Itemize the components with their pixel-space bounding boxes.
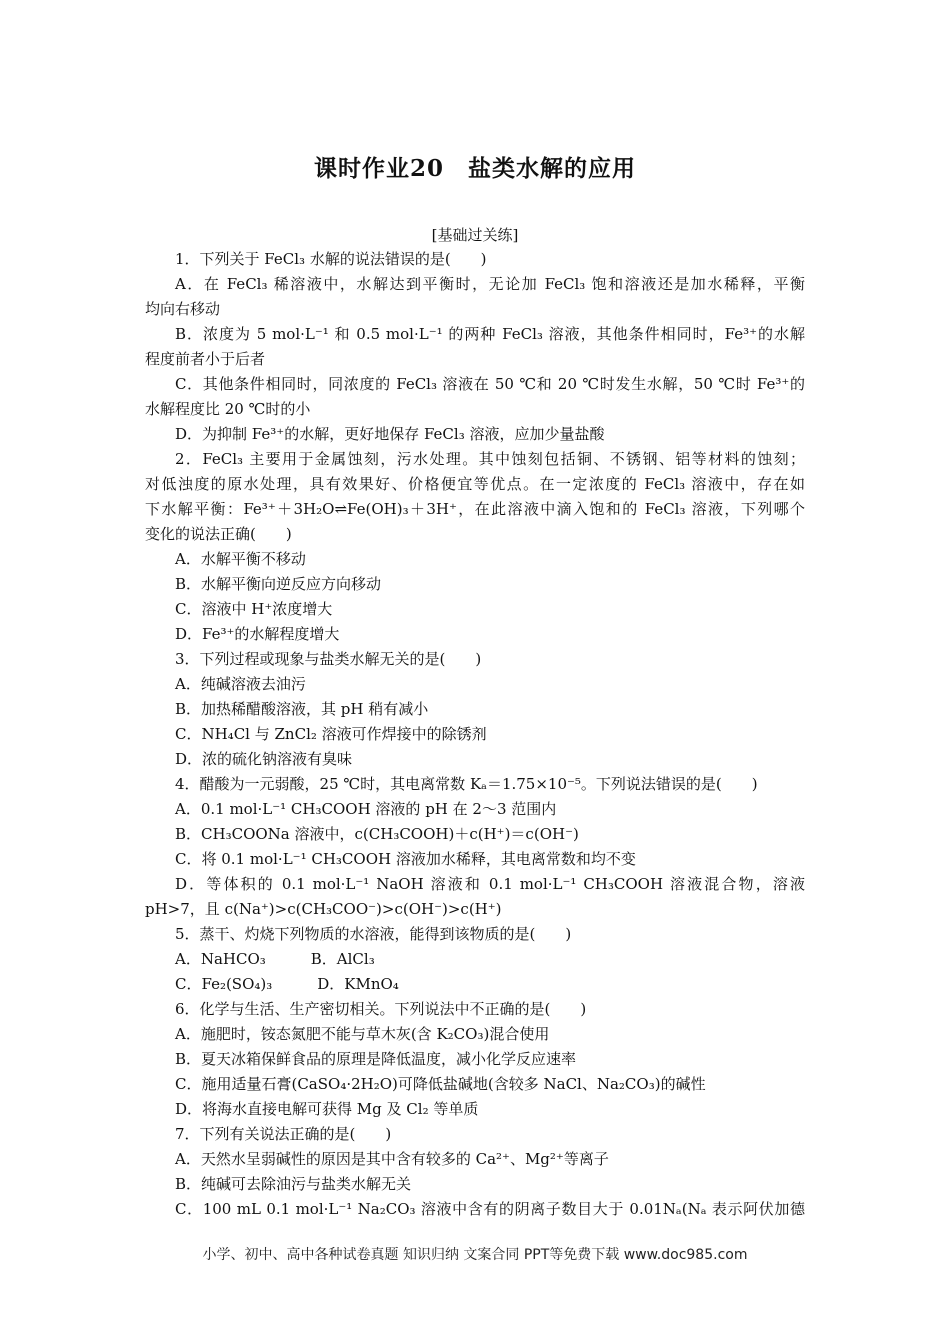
option-1b-cont: 程度前者小于后者 bbox=[145, 350, 266, 368]
option-4b: B．CH₃COONa 溶液中，c(CH₃COOH)＋c(H⁺)＝c(OH⁻) bbox=[175, 825, 579, 843]
options-5cd: C．Fe₂(SO₄)₃ D．KMnO₄ bbox=[175, 975, 399, 993]
option-3b: B．加热稀醋酸溶液，其 pH 稍有减小 bbox=[175, 700, 429, 718]
option-2b: B．水解平衡向逆反应方向移动 bbox=[175, 575, 382, 593]
option-2d: D．Fe³⁺的水解程度增大 bbox=[175, 625, 340, 643]
option-6a: A．施肥时，铵态氮肥不能与草木灰(含 K₂CO₃)混合使用 bbox=[175, 1025, 550, 1043]
option-2a: A．水解平衡不移动 bbox=[175, 550, 306, 568]
option-1c: C．其他条件相同时，同浓度的 FeCl₃ 溶液在 50 ℃和 20 ℃时发生水解，50 ℃时 Fe³⁺的 bbox=[175, 375, 805, 393]
option-1a: A．在 FeCl₃ 稀溶液中，水解达到平衡时，无论加 FeCl₃ 饱和溶液还是加水稀释，平衡 bbox=[175, 275, 805, 293]
option-1a-cont: 均向右移动 bbox=[145, 300, 221, 318]
option-4c: C．将 0.1 mol·L⁻¹ CH₃COOH 溶液加水稀释，其电离常数和均不变 bbox=[175, 850, 636, 868]
question-2-cont: 变化的说法正确( ) bbox=[145, 525, 292, 543]
question-3: 3．下列过程或现象与盐类水解无关的是( ) bbox=[175, 650, 482, 668]
option-1d: D．为抑制 Fe³⁺的水解，更好地保存 FeCl₃ 溶液，应加少量盐酸 bbox=[175, 425, 605, 443]
question-4: 4．醋酸为一元弱酸，25 ℃时，其电离常数 Kₐ＝1.75×10⁻⁵。下列说法错误的是( ) bbox=[175, 775, 758, 793]
option-3c: C．NH₄Cl 与 ZnCl₂ 溶液可作焊接中的除锈剂 bbox=[175, 725, 487, 743]
option-7b: B．纯碱可去除油污与盐类水解无关 bbox=[175, 1175, 412, 1193]
question-2: 2．FeCl₃ 主要用于金属蚀刻，污水处理。其中蚀刻包括铜、不锈钢、铝等材料的蚀刻； bbox=[175, 450, 805, 468]
question-7: 7．下列有关说法正确的是( ) bbox=[175, 1125, 392, 1143]
option-3d: D．浓的硫化钠溶液有臭味 bbox=[175, 750, 353, 768]
option-6c: C．施用适量石膏(CaSO₄·2H₂O)可降低盐碱地(含较多 NaCl、Na₂CO₃)的碱性 bbox=[175, 1075, 706, 1093]
page-footer: 小学、初中、高中各种试卷真题 知识归纳 文案合同 PPT等免费下载 www.doc985.com bbox=[202, 1247, 748, 1263]
option-2c: C．溶液中 H⁺浓度增大 bbox=[175, 600, 333, 618]
option-4a: A．0.1 mol·L⁻¹ CH₃COOH 溶液的 pH 在 2～3 范围内 bbox=[175, 800, 557, 818]
question-2-cont: 下水解平衡：Fe³⁺＋3H₂O⇌Fe(OH)₃＋3H⁺，在此溶液中滴入饱和的 FeCl₃ 溶液，下列哪个 bbox=[145, 500, 805, 518]
page-title: 课时作业20 盐类水解的应用 bbox=[313, 155, 636, 182]
option-4d: D．等体积的 0.1 mol·L⁻¹ NaOH 溶液和 0.1 mol·L⁻¹ CH₃COOH 溶液混合物，溶液 bbox=[175, 875, 805, 893]
option-6d: D．将海水直接电解可获得 Mg 及 Cl₂ 等单质 bbox=[175, 1100, 479, 1118]
option-3a: A．纯碱溶液去油污 bbox=[175, 675, 306, 693]
option-1c-cont: 水解程度比 20 ℃时的小 bbox=[145, 400, 311, 418]
option-4d-cont: pH>7，且 c(Na⁺)>c(CH₃COO⁻)>c(OH⁻)>c(H⁺) bbox=[145, 900, 502, 918]
document-body bbox=[145, 247, 805, 1222]
question-6: 6．化学与生活、生产密切相关。下列说法中不正确的是( ) bbox=[175, 1000, 587, 1018]
options-5ab: A．NaHCO₃ B．AlCl₃ bbox=[175, 950, 375, 968]
option-1b: B．浓度为 5 mol·L⁻¹ 和 0.5 mol·L⁻¹ 的两种 FeCl₃ 溶液，其他条件相同时，Fe³⁺的水解 bbox=[175, 325, 805, 343]
question-2-cont: 对低浊度的原水处理，具有效果好、价格便宜等优点。在一定浓度的 FeCl₃ 溶液中，存在如 bbox=[145, 475, 805, 493]
option-7c: C．100 mL 0.1 mol·L⁻¹ Na₂CO₃ 溶液中含有的阴离子数目大于 0.01Nₐ(Nₐ 表示阿伏加德 bbox=[175, 1200, 805, 1218]
question-1: 1．下列关于 FeCl₃ 水解的说法错误的是( ) bbox=[175, 250, 487, 268]
question-5: 5．蒸干、灼烧下列物质的水溶液，能得到该物质的是( ) bbox=[175, 925, 572, 943]
option-6b: B．夏天冰箱保鲜食品的原理是降低温度，减小化学反应速率 bbox=[175, 1050, 577, 1068]
option-7a: A．天然水呈弱碱性的原因是其中含有较多的 Ca²⁺、Mg²⁺等离子 bbox=[175, 1150, 609, 1168]
section-heading: [基础过关练] bbox=[431, 226, 519, 244]
